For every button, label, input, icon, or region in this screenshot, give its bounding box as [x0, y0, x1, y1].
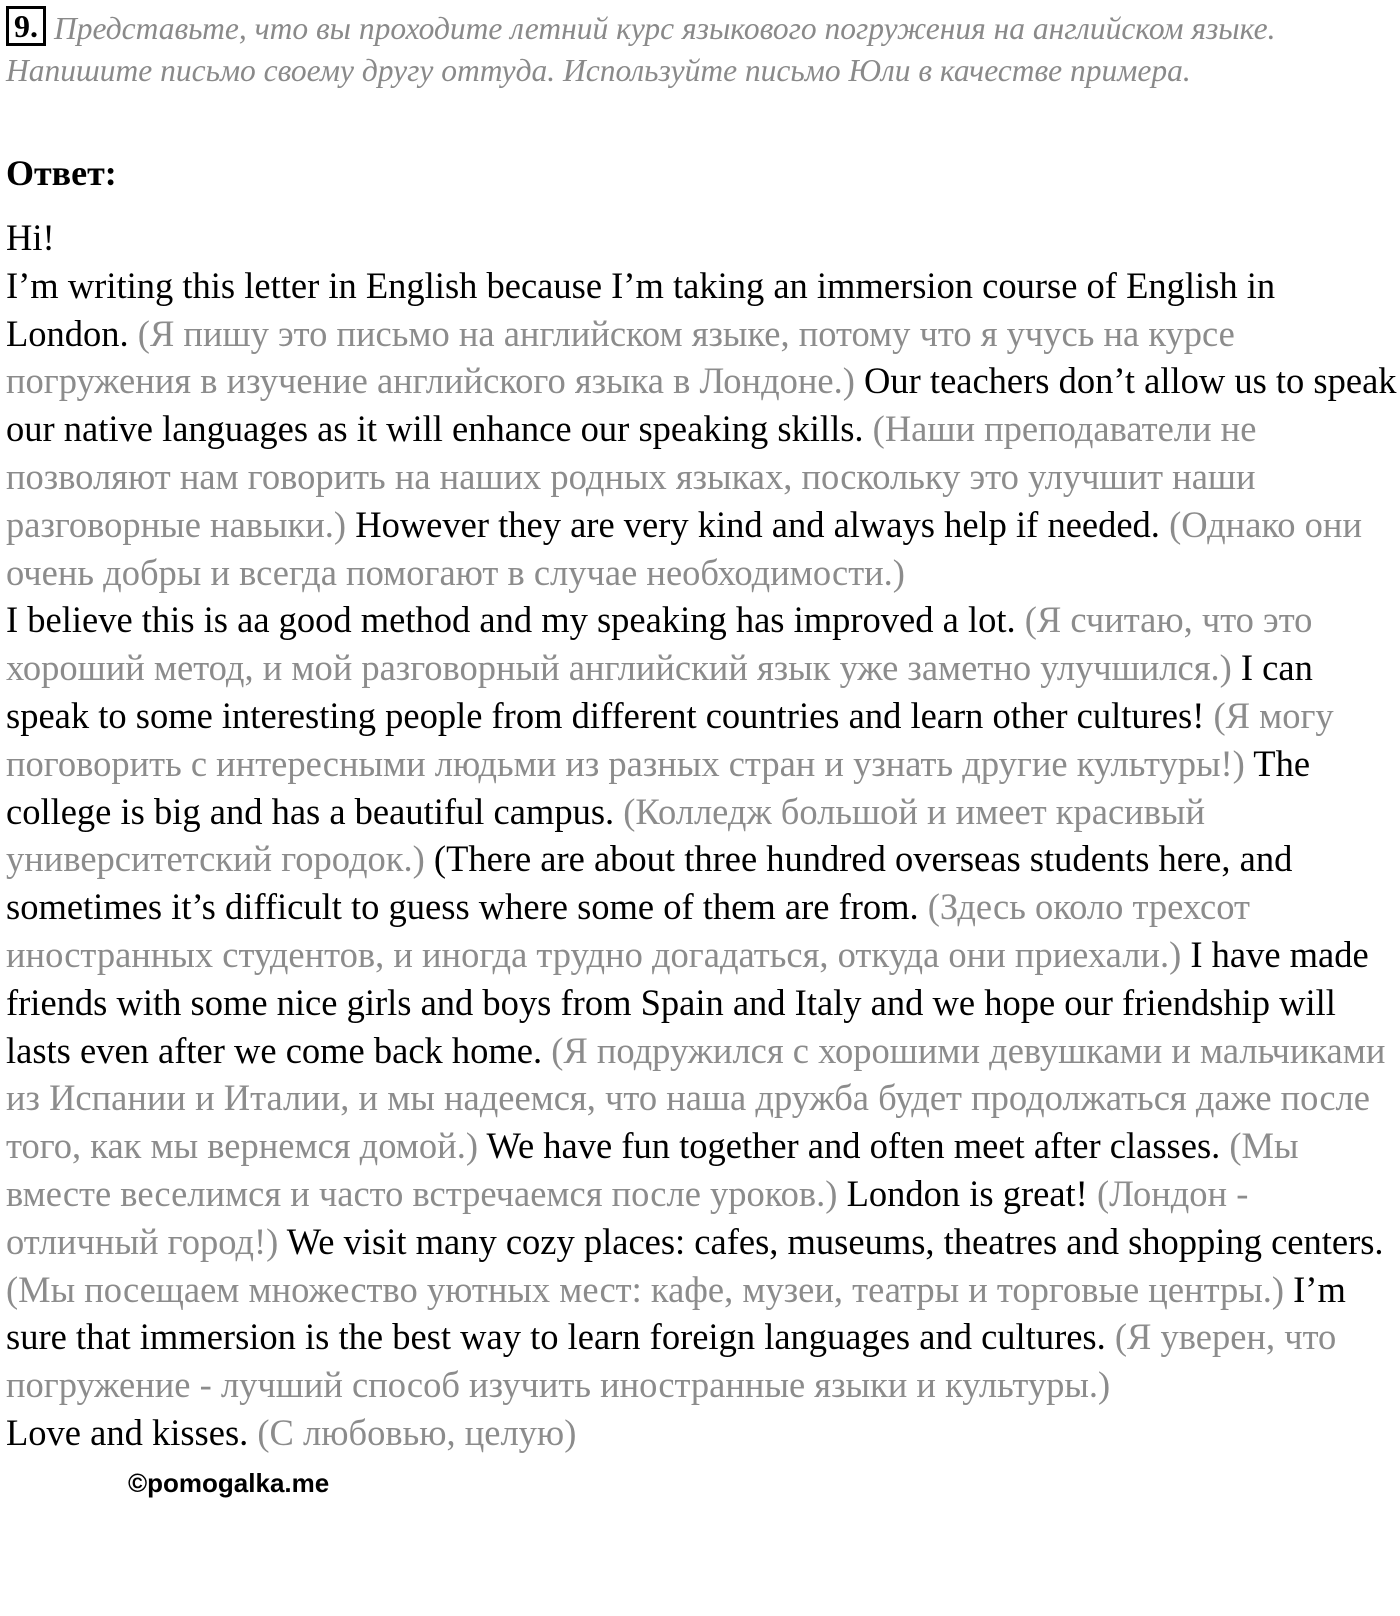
letter-sentence-ru: (Колледж большой и имеет красивый университетский городок.) [6, 790, 1205, 880]
letter-sentence-ru: (Мы посещаем множество уютных мест: кафе, музеи, театры и торговые центры.) [6, 1268, 1294, 1310]
letter-body [6, 214, 1398, 1457]
letter-sentence-en: The college is big and has a beautiful campus. [6, 742, 1311, 832]
letter-paragraph-1 [6, 262, 1398, 597]
letter-sentence-en: (There are about three hundred overseas students here, and sometimes it’s difficult to guess where some of them are from. [6, 838, 1293, 928]
letter-sentence-en: I’m writing this letter in English because I’m taking an immersion course of English in London. [6, 264, 1276, 354]
letter-sentence-ru: (Наши преподаватели не позволяют нам говорить на наших родных языках, поскольку это улучшит наши разговорные навыки.) [6, 408, 1257, 545]
letter-sentence-ru: (Я пишу это письмо на английском языке, потому что я учусь на курсе погружения в изучение английского языка в Лондоне.) [6, 312, 1235, 402]
letter-sentence-en: We visit many cozy places: cafes, museums, theatres and shopping centers. [286, 1220, 1384, 1262]
letter-sentence-en: I believe this is aa good method and my speaking has improved a lot. [6, 599, 1025, 641]
letter-sentence-ru: (Я считаю, что это хороший метод, и мой разговорный английский язык уже заметно улучшился.) [6, 599, 1313, 689]
letter-sentence-en: I’m sure that immersion is the best way to learn foreign languages and cultures. [6, 1268, 1346, 1358]
letter-closing [6, 1409, 1398, 1457]
letter-sentence-en: Our teachers don’t allow us to speak our native languages as it will enhance our speaking skills. [6, 360, 1397, 450]
letter-sentence-ru: (Мы вместе веселимся и часто встречаемся после уроков.) [6, 1125, 1299, 1214]
letter-sentence-en: I can speak to some interesting people from different countries and learn other cultures! [6, 647, 1313, 736]
letter-paragraph-2 [6, 596, 1398, 1409]
letter-sentence-ru: (Лондон - отличный город!) [6, 1172, 1249, 1262]
letter-sentence-ru: (Я могу поговорить с интересными людьми из разных стран и узнать другие культуры!) [6, 694, 1334, 784]
letter-sentence-ru: (Я подружился с хорошими девушками и мальчиками из Испании и Италии, и мы надеемся, что наша дружба будет продолжаться даже после того, как мы вернемся домой.) [6, 1029, 1386, 1167]
letter-closing-en: Love and kisses. [6, 1411, 258, 1453]
task-number: 9. [6, 6, 46, 46]
task-text: Представьте, что вы проходите летний курс языкового погружения на английском языке. Напишите письмо своему другу оттуда. Используйте письмо Юли в качестве примера. [6, 11, 1276, 88]
letter-sentence-en: However they are very kind and always help if needed. [355, 503, 1170, 545]
letter-sentence-ru: (Однако они очень добры и всегда помогают в случае необходимости.) [6, 503, 1362, 593]
watermark: ©pomogalka.me [128, 1468, 330, 1498]
task-instruction [6, 8, 1391, 92]
letter-sentence-ru: (Я уверен, что погружение - лучший способ изучить иностранные языки и культуры.) [6, 1316, 1337, 1406]
letter-sentence-en: We have fun together and often meet after classes. [486, 1125, 1230, 1167]
letter-sentence-en: I have made friends with some nice girls and boys from Spain and Italy and we hope our friendship will lasts even after we come back home. [6, 933, 1369, 1071]
letter-greeting: Hi! [6, 217, 55, 258]
letter-sentence-ru: (Здесь около трехсот иностранных студентов, и иногда трудно догадаться, откуда они приехали.) [6, 886, 1250, 975]
letter-sentence-en: London is great! [846, 1172, 1097, 1214]
answer-label: Ответ: [6, 153, 117, 193]
letter-closing-ru: (С любовью, целую) [257, 1411, 577, 1453]
